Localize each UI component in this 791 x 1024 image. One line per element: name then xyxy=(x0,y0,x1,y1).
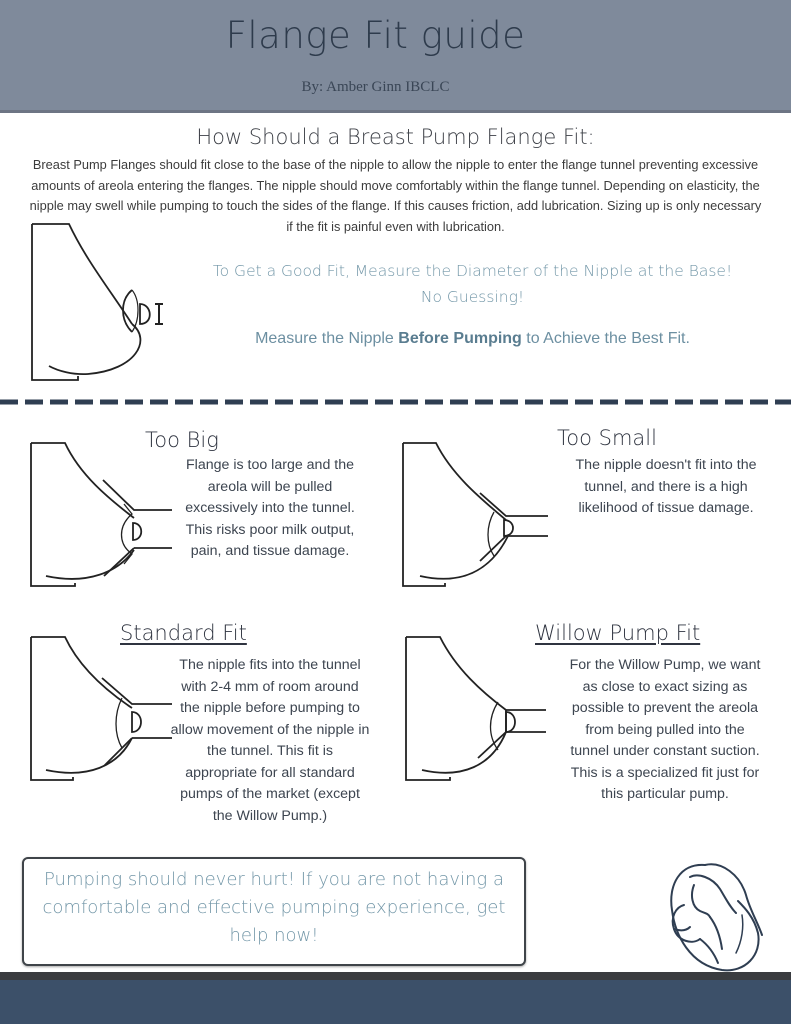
intro-heading: How Should a Breast Pump Flange Fit: xyxy=(196,125,595,149)
breast-measure-diagram xyxy=(28,220,168,385)
too-big-diagram xyxy=(28,440,178,590)
section-body-standard-fit: The nipple fits into the tunnel with 2-4 mm of room around the nipple before pumping to allow movement of the nipple in the tunnel. This fit is appropriate for all standard pumps of the market (except the Willow Pump.) xyxy=(170,657,370,824)
section-title-too-big: Too Big xyxy=(145,428,219,452)
help-callout-box xyxy=(22,857,526,966)
author-byline: By: Amber Ginn IBCLC xyxy=(301,79,450,95)
mother-and-baby-icon xyxy=(650,855,768,975)
section-body-willow-fit: For the Willow Pump, we want as close to exact sizing as possible to prevent the areola from being pulled into the tunnel under constant suction. This is a specialized fit just for this particular pump. xyxy=(569,657,761,802)
tip-suffix: to Achieve the Best Fit. xyxy=(521,330,690,347)
dashed-divider xyxy=(0,399,791,405)
section-title-standard-fit: Standard Fit xyxy=(120,621,247,645)
nipple-shape xyxy=(140,304,150,324)
help-callout-text: Pumping should never hurt! If you are not having a comfortable and effective pumping experience, get help now! xyxy=(42,869,506,946)
section-body-too-small: The nipple doesn't fit into the tunnel, and there is a high likelihood of tissue damage. xyxy=(575,457,757,516)
breast-outline xyxy=(32,224,132,324)
footer-bar xyxy=(0,980,791,1024)
intro-paragraph: Breast Pump Flanges should fit close to the base of the nipple to allow the nipple to enter the flange tunnel preventing excessive amounts of areola entering the flanges. The nipple should move comfortably within the flange tunnel. Depending on elasticity, the nipple may swell while pumping to touch the sides of the flange. If this causes friction, add lubrication. Sizing up is only necessary if the fit is painful even with lubrication. xyxy=(29,157,762,234)
page-title: Flange Fit guide xyxy=(225,14,526,57)
measure-tip: To Get a Good Fit, Measure the Diameter of the Nipple at the Base! No Guessing! xyxy=(212,262,733,306)
before-pumping-tip xyxy=(200,330,745,348)
too-small-diagram xyxy=(400,440,550,590)
section-title-too-small: Too Small xyxy=(557,426,657,450)
tip-prefix: Measure the Nipple xyxy=(255,330,399,347)
section-title-willow-fit: Willow Pump Fit xyxy=(535,621,701,645)
header-banner xyxy=(0,0,791,113)
i-beam-measure-icon xyxy=(155,304,163,324)
footer-divider xyxy=(0,972,791,980)
tip-emphasis: Before Pumping xyxy=(398,330,522,347)
standard-fit-diagram xyxy=(28,634,178,784)
section-body-too-big: Flange is too large and the areola will be pulled excessively into the tunnel. This risks poor milk output, pain, and tissue damage. xyxy=(185,457,355,559)
willow-fit-diagram xyxy=(400,634,550,784)
